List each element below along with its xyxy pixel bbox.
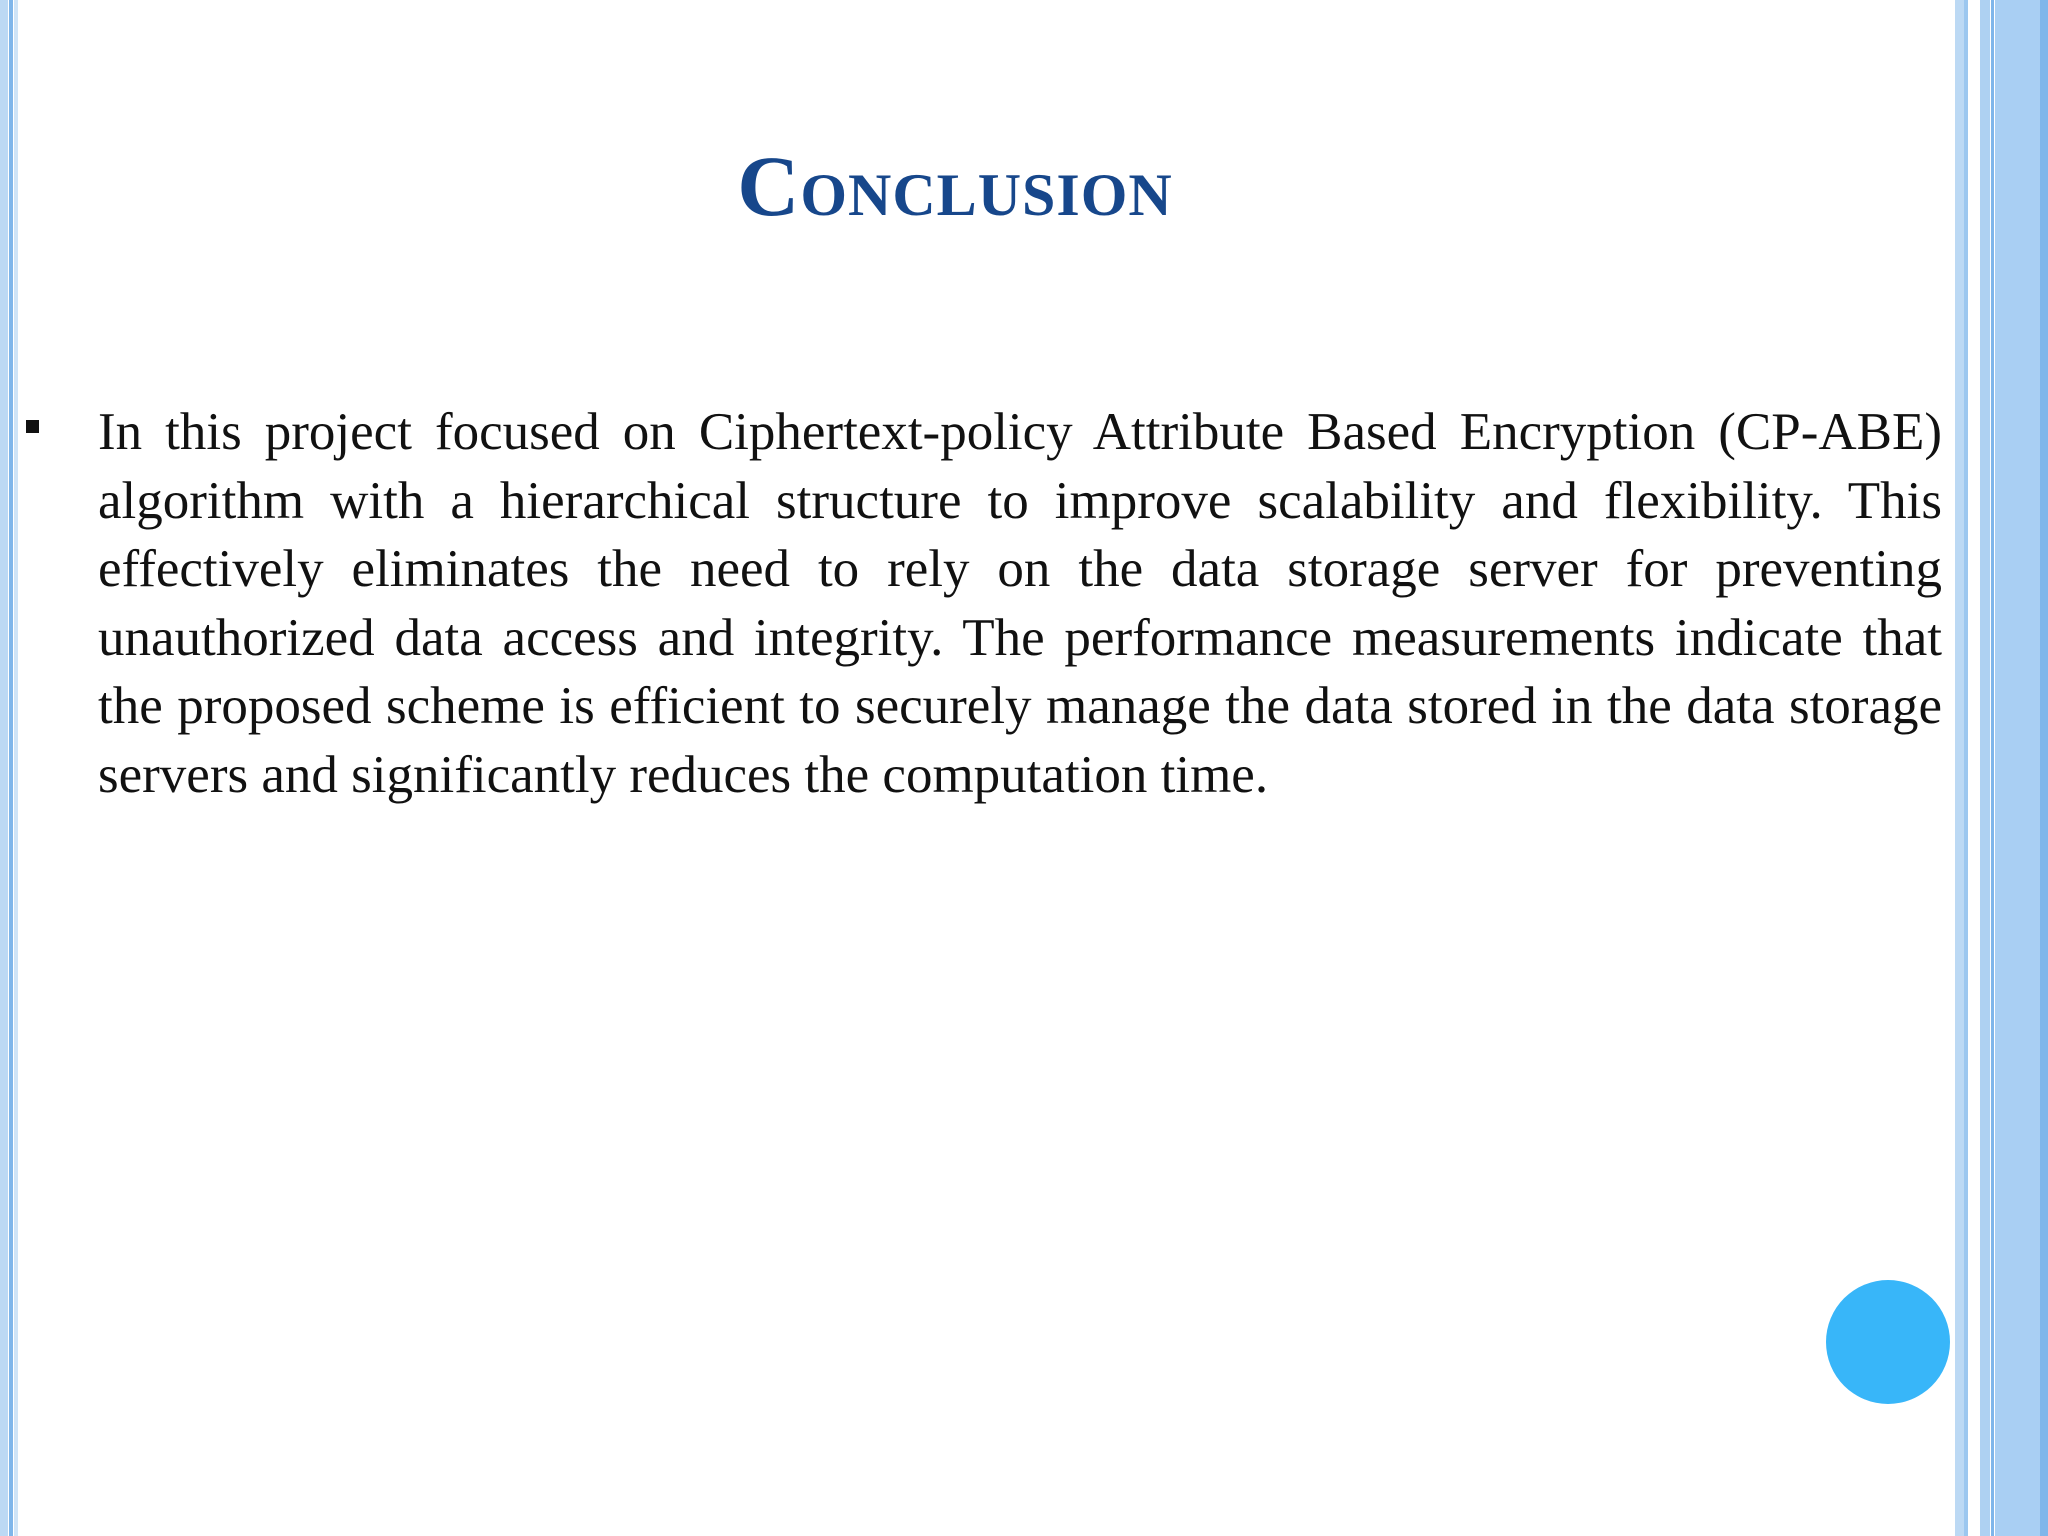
right-border-stripe [2040,0,2048,1536]
right-border-stripe [1964,0,1968,1536]
bullet-text: In this project focused on Ciphertext-policy Attribute Based Encryption (CP-ABE) algorithm with a hierarchical structure to improve scalability and flexibility. This effectively eliminates the need to rely on the data storage server for preventing unauthorized data access and integrity. The performance measurements indicate that the proposed scheme is efficient to securely manage the data stored in the data storage servers and significantly reduces the computation time. [98,403,1942,804]
slide-title: Conclusion [737,138,1173,234]
right-border-stripe [1991,0,1994,1536]
decorative-circle [1826,1280,1950,1404]
square-bullet-icon [26,420,39,433]
right-border-stripe [1980,0,1990,1536]
right-border-stripe [1955,0,1964,1536]
